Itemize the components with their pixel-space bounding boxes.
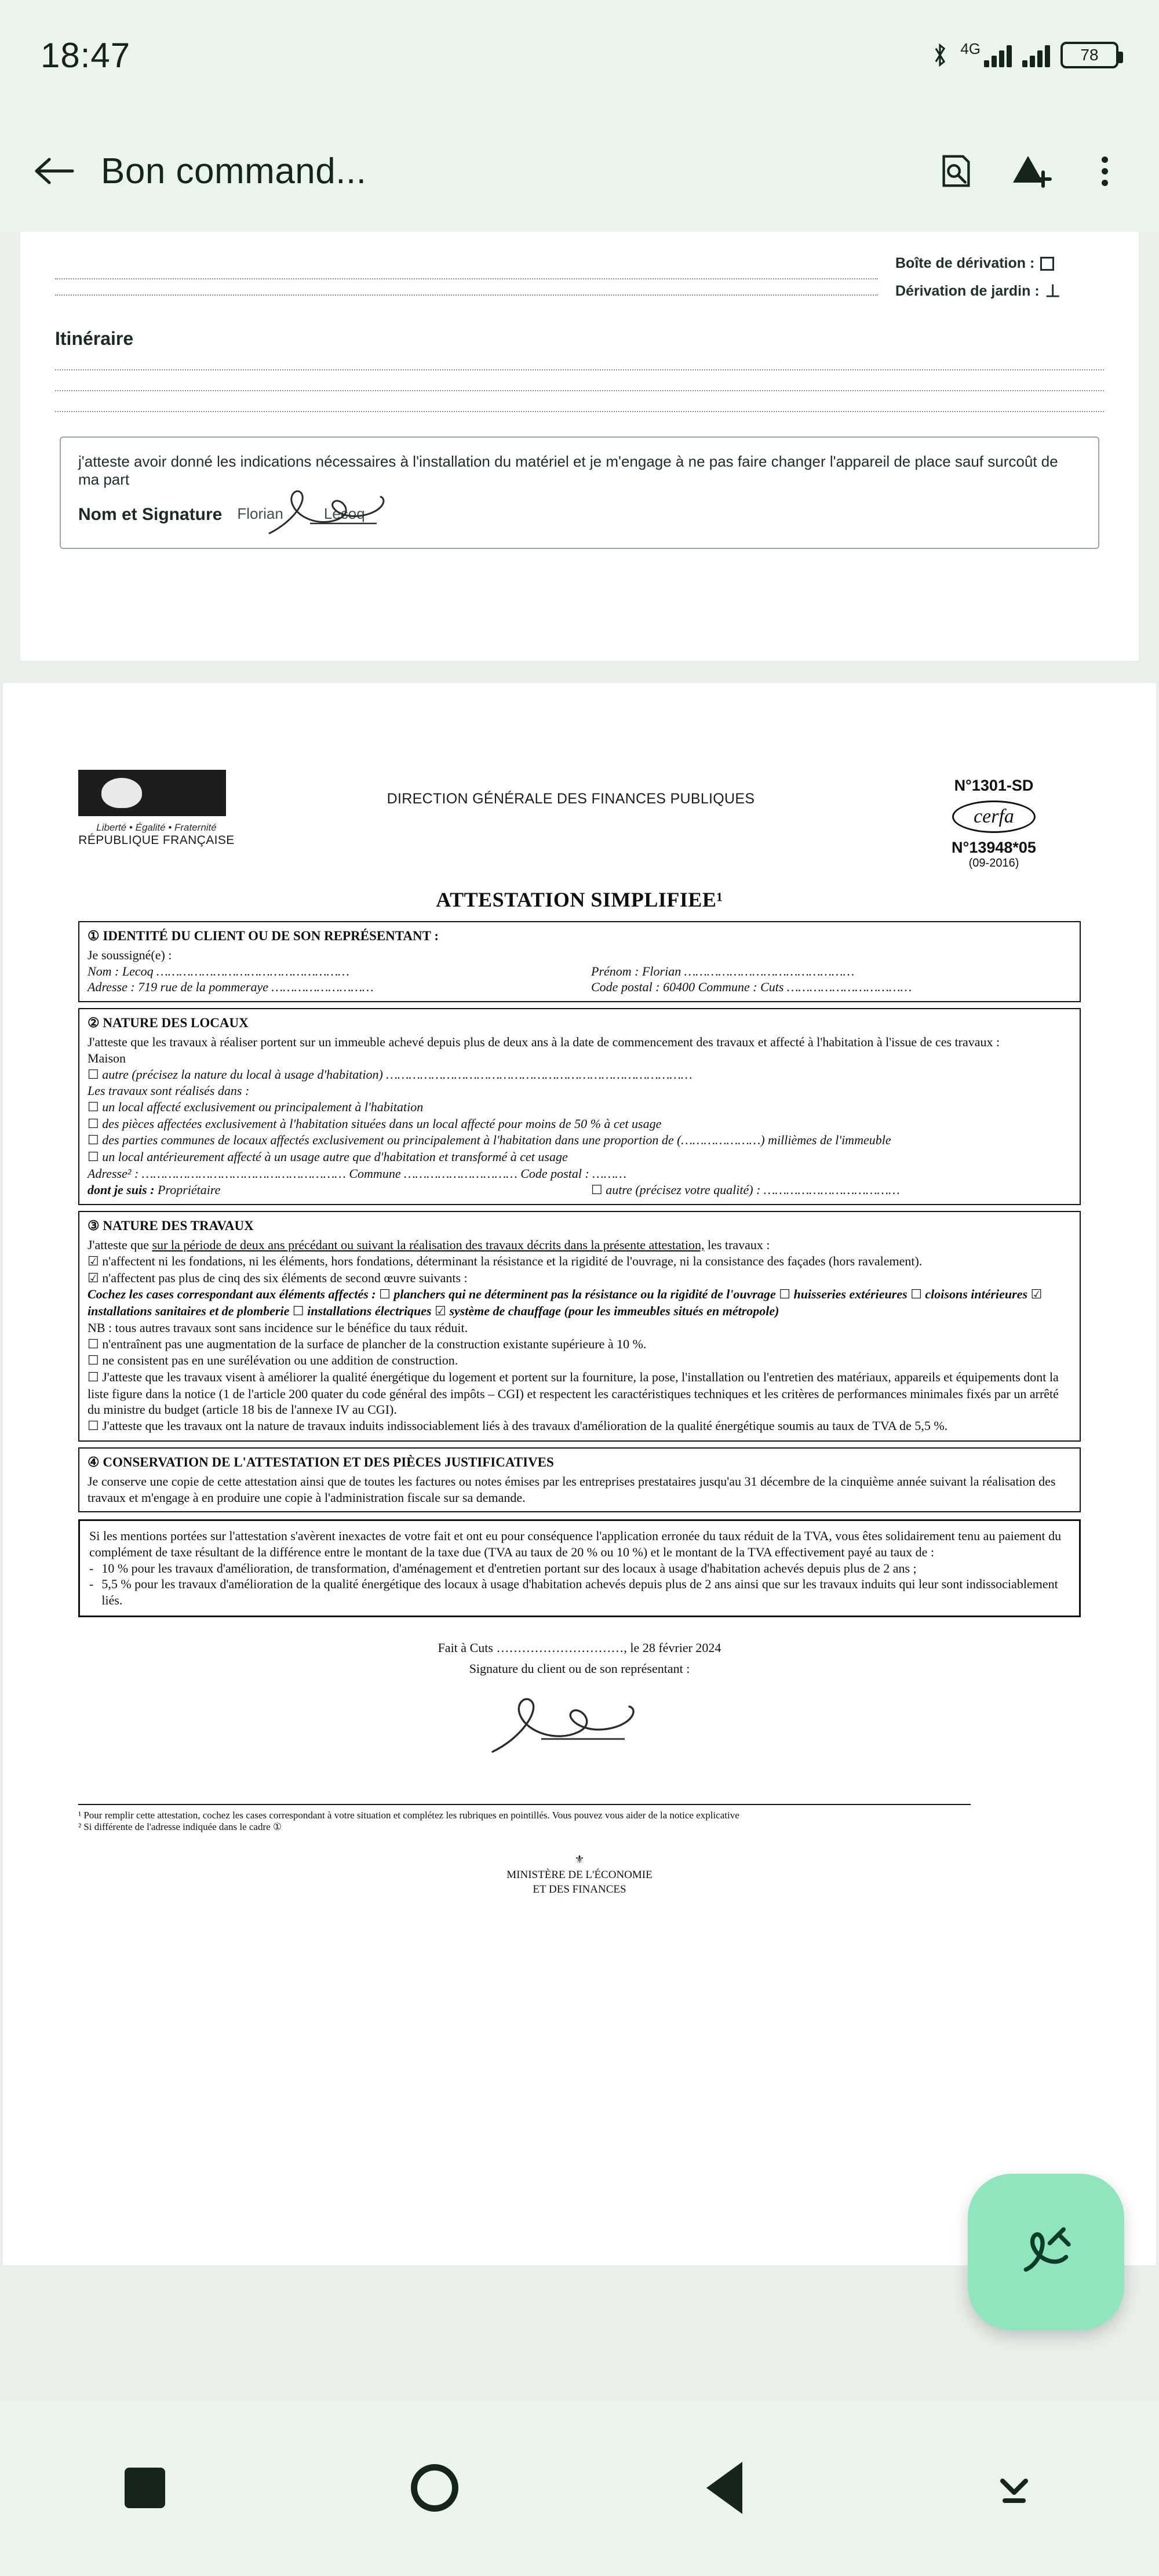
system-nav-bar [0,2400,1159,2576]
document-page-2 [3,683,1156,2265]
section3-option: J'atteste que les travaux ont la nature de travaux induits indissociablement liés à des travaux d'amélioration de la qualité énergétique soumis au taux de TVA de 5,5 %. [102,1418,948,1433]
cerfa-block [907,770,1081,870]
field-label: Boîte de dérivation : [895,255,1035,271]
element-chauffage: système de chauffage (pour les immeubles situés en métropole) [449,1304,779,1319]
republique-label: RÉPUBLIQUE FRANÇAISE [78,834,235,847]
ministry-line-2: ET DES FINANCES [533,1883,626,1896]
field-boite-derivation [895,255,1104,272]
section2-option: des parties communes de locaux affectés exclusivement ou principalement à l'habitation dans une proportion de (…………………) millièmes de l'immeuble [102,1133,891,1148]
status-icons [930,42,1118,68]
checkbox-icon[interactable]: ☐ [88,1150,99,1165]
checkbox-icon[interactable]: ☐ [88,1116,99,1131]
section5-bullet: 10 % pour les travaux d'amélioration, de transformation, d'aménagement et d'entretien portant sur des locaux à usage d'habitation achevés depuis plus de 2 ans ; [101,1560,917,1576]
section3-cochez-intro: Cochez les cases correspondant aux éléments affectés : [88,1287,376,1302]
line-soussigne: Je soussigné(e) : [88,947,172,962]
signature-pen-icon [1008,2214,1084,2290]
section5-intro: Si les mentions portées sur l'attestation s'avèrent inexactes de votre fait et ont eu pour conséquence l'application erronée du taux réduit de la TVA, vous êtes solidairement tenu au paiement du complément de taxe résultant de la différence entre le montant de la taxe due (TVA au taux de 20 % ou 10 %) et le montant de la TVA effectivement payé au taux de : [89,1529,1062,1559]
field-derivation-jardin [895,281,1104,301]
devise-text: Liberté • Égalité • Fraternité [96,822,217,833]
form-number: N°1301-SD [954,777,1034,794]
bluetooth-icon [930,42,950,68]
section3-p1-b: les travaux : [707,1238,770,1253]
attestation-box [60,436,1099,549]
element-electriques: installations électriques [307,1304,432,1319]
element-sanitaires: installations sanitaires et de plomberie [88,1304,290,1319]
attestation-text: j'atteste avoir donné les indications nécessaires à l'installation du matériel et je m'engage à ne pas faire changer l'appareil de place sauf surcoût de ma part [78,453,1058,488]
document-scan-icon[interactable] [930,144,983,198]
code-postal-value: 60400 [663,980,695,995]
dots-filler: ……………………………………………………………………… [386,1067,693,1082]
section3-option: n'entraînent pas une augmentation de la surface de plancher de la construction existante supérieure à 10 %. [102,1336,647,1351]
itineraire-lines [55,369,1104,412]
dots-filler: ……………………… [271,980,374,995]
app-bar [0,110,1159,232]
checkbox-icon[interactable]: ☐ [779,1287,790,1302]
section2-option: des pièces affectées exclusivement à l'habitation situées dans un local affecté pour moins de 50 % à cet usage [102,1116,662,1131]
dots-filler: …………………………… [786,980,912,995]
dotted-line [55,278,878,279]
section-conservation [78,1447,1081,1512]
section3-nb: NB : tous autres travaux sont sans incidence sur le bénéfice du taux réduit. [88,1320,468,1335]
back-triangle-icon[interactable] [681,2444,768,2531]
status-time: 18:47 [41,35,131,75]
section2-paragraph-1: J'atteste que les travaux à réaliser portent sur un immeuble achevé depuis plus de deux ans à la date de commencement des travaux et affecté à l'habitation à l'issue de ces travaux : [88,1035,1000,1050]
checkbox-checked-icon[interactable]: ☑ [1030,1287,1043,1302]
section-title: ② NATURE DES LOCAUX [88,1016,249,1031]
signature-last-name: Lecoq [323,505,365,522]
network-type-label: 4G [960,40,981,57]
section2-option: un local antérieurement affecté à un usage autre que d'habitation et transformé à cet usage [102,1149,568,1165]
dotted-line [55,369,1104,370]
add-page-icon[interactable] [1004,144,1057,198]
section2-option-autre: autre (précisez la nature du local à usage d'habitation) [102,1067,383,1082]
element-huisseries: huisseries extérieures [793,1287,907,1302]
signature-first-name: Florian [237,505,283,522]
code-postal-label: Code postal : [520,1166,589,1181]
dots-filler: ……… [592,1166,626,1181]
battery-level: 78 [1080,46,1099,64]
section-title: ④ CONSERVATION DE L'ATTESTATION ET DES PIÈCES JUSTIFICATIVES [88,1454,554,1469]
dotted-line [55,390,1104,391]
checkbox-icon[interactable]: ☐ [88,1067,99,1082]
element-planchers: planchers qui ne déterminent pas la résistance ou la rigidité de l'ouvrage [393,1287,776,1302]
dotted-line [55,294,878,296]
nom-value: Lecoq [122,963,154,978]
network-signal-1 [960,40,1012,67]
checkbox-checked-icon[interactable]: ☑ [88,1271,99,1286]
dont-je-suis-label: dont je suis : [88,1182,155,1197]
checkbox-icon[interactable]: ☐ [292,1304,304,1319]
ministry-icon: ⚜ [574,1853,585,1866]
checkbox-icon[interactable]: ☐ [88,1337,99,1352]
section2-local-type: Maison [88,1050,126,1065]
commune-label: Commune : [698,980,757,995]
dots-filler: ……………………………… [763,1182,900,1197]
footnote-1: ¹ Pour remplir cette attestation, cochez les cases correspondant à votre situation et complétez les rubriques en pointillés. Vous pouvez vous aider de la notice explicative [78,1809,739,1821]
dots-filler: ……………………………………… [684,963,855,978]
cerfa-number: N°13948*05 [952,839,1036,856]
field-label: Dérivation de jardin : [895,283,1040,299]
page-title: Bon command... [101,151,367,191]
section-title: ① IDENTITÉ DU CLIENT OU DE SON REPRÉSENTANT : [88,929,439,943]
checkbox-icon[interactable]: ☐ [591,1183,603,1198]
adresse2-label: Adresse² [88,1166,132,1181]
dots-filler: …………………………………………… [156,963,349,978]
date-label: le [630,1640,640,1655]
dotted-line [55,411,1104,412]
section3-checked-1: n'affectent ni les fondations, ni les éléments, hors fondations, déterminant la résistance et la rigidité de l'ouvrage, ni la consistance des façades (hors ravalement). [102,1253,923,1268]
handwritten-signature [469,1682,690,1769]
section3-p1-a: J'atteste que [88,1238,149,1253]
dots-filler: : ……………………………………………… [134,1166,346,1181]
signature-fab-button[interactable] [968,2174,1124,2330]
bullet-dash: - [89,1560,94,1576]
section3-checked-2: n'affectent pas plus de cinq des six éléments de second œuvre suivants : [102,1270,468,1285]
code-postal-label: Code postal : [591,980,660,995]
handwritten-signature [252,478,443,548]
section3-p1-underlined: sur la période de deux ans précédant ou suivant la réalisation des travaux décrits dans la présente attestation, [152,1238,705,1253]
fait-a-label: Fait à [438,1640,467,1655]
document-page-1 [20,232,1139,661]
more-options-icon[interactable] [1078,144,1131,198]
adresse-label: Adresse : [88,980,135,995]
page2-footer [78,1640,1081,1897]
checkbox-icon[interactable]: ☐ [88,1419,99,1434]
signature-row [78,505,1081,525]
commune-value: Cuts [760,980,784,995]
home-circle-icon[interactable] [391,2444,478,2531]
republique-francaise-block [78,770,235,847]
back-arrow-icon[interactable] [28,145,80,197]
autre-qualite-label: autre (précisez votre qualité) : [606,1182,761,1197]
angle-glyph-icon: ⊥ [1045,282,1060,301]
checkbox-checked-icon[interactable]: ☑ [88,1254,99,1269]
footnote-2: ² Si différente de l'adresse indiquée dans le cadre ① [78,1821,282,1832]
document-viewer[interactable] [0,232,1159,2400]
section4-text: Je conserve une copie de cette attestation ainsi que de toutes les factures ou notes émises par les entreprises prestataires jusqu'au 31 décembre de la cinquième année suivant la réalisation des travaux et m'engage à en produire une copie à l'administration fiscale sur sa demande. [88,1473,1056,1505]
section3-option: J'atteste que les travaux visent à améliorer la qualité énergétique du logement et portent sur la fourniture, la pose, l'installation ou l'entretien des matériaux, appareils et équipements dont la liste figure dans la notice (1 de l'article 200 quater du code général des impôts – CGI) et respectent les caractéristiques techniques et les critères de performances minimales fixés par un arrêté du ministre du budget (article 18 bis de l'annexe IV au CGI). [88,1370,1059,1417]
checkbox-icon[interactable]: ☐ [88,1354,99,1369]
itineraire-heading: Itinéraire [55,328,134,349]
signature-client-label: Signature du client ou de son représentant : [469,1661,690,1676]
checkbox-icon[interactable]: ☐ [88,1133,99,1148]
cerfa-date: (09-2016) [968,857,1019,869]
date-value: 28 février 2024 [642,1640,721,1655]
prenom-value: Florian [642,963,681,978]
section-nature-des-travaux [78,1211,1081,1442]
section5-bullet: 5,5 % pour les travaux d'amélioration de la qualité énergétique des locaux à usage d'habitation achevés depuis plus de 2 ans ainsi que sur les travaux induits qui leur sont indissociablement liés. [101,1577,1058,1608]
section-title: ③ NATURE DES TRAVAUX [88,1218,254,1234]
section-identite [78,921,1081,1002]
dots-filler: …………………………, [496,1640,627,1655]
section-avertissement [78,1519,1081,1617]
administration-label: DIRECTION GÉNÉRALE DES FINANCES PUBLIQUES [387,791,755,807]
network-signal-2 [1022,43,1050,67]
ministry-line-1: MINISTÈRE DE L'ÉCONOMIE [506,1868,653,1881]
commune-label: Commune [349,1166,401,1181]
prenom-label: Prénom : [591,963,639,978]
battery-indicator [1060,42,1118,68]
document-title: ATTESTATION SIMPLIFIEE¹ [436,888,723,911]
cerfa-header [78,770,1081,870]
section2-option: un local affecté exclusivement ou principalement à l'habitation [102,1099,424,1114]
element-cloisons: cloisons intérieures [925,1287,1028,1302]
bullet-dash: - [89,1577,94,1592]
dont-je-suis-value: Propriétaire [158,1182,221,1197]
checkbox-checked-icon[interactable]: ☑ [435,1304,446,1319]
fait-a-value: Cuts [469,1640,493,1655]
dots-filler: ………………………… [404,1166,517,1181]
checkbox-icon[interactable] [1040,257,1054,271]
status-bar [0,0,1159,110]
adresse-value: 719 rue de la pommeraye [138,980,269,995]
hide-keyboard-icon[interactable] [971,2444,1058,2531]
nom-label: Nom : [88,963,119,978]
checkbox-icon[interactable]: ☐ [88,1100,99,1115]
checkbox-icon[interactable]: ☐ [88,1370,99,1385]
recents-square-icon[interactable] [101,2444,188,2531]
checkbox-icon[interactable]: ☐ [910,1287,922,1302]
section3-option: ne consistent pas en une surélévation ou une addition de construction. [102,1353,458,1368]
marianne-logo-icon [78,770,226,816]
section-nature-des-locaux [78,1008,1081,1205]
cerfa-logo: cerfa [952,801,1036,833]
section2-paragraph-2: Les travaux sont réalisés dans : [88,1083,250,1098]
checkbox-icon[interactable]: ☐ [379,1287,391,1302]
signature-label: Nom et Signature [78,505,223,524]
